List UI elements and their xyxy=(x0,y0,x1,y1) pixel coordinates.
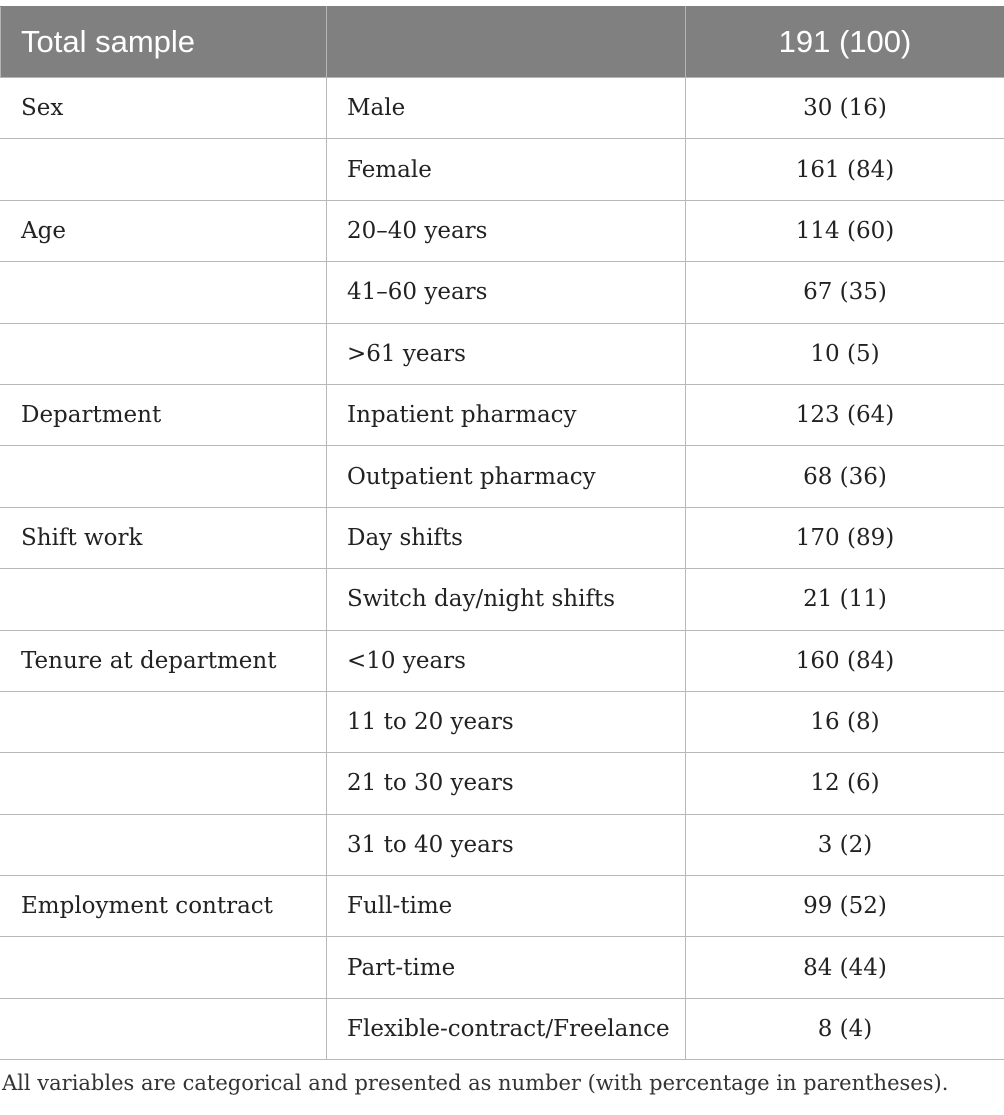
table-row xyxy=(1,569,1004,630)
table-row xyxy=(1,814,1004,875)
variable-cell: Department xyxy=(1,384,327,445)
value-cell: 8 (4) xyxy=(686,998,1004,1059)
category-cell: Switch day/night shifts xyxy=(327,569,686,630)
variable-cell xyxy=(1,937,327,998)
variable-cell xyxy=(1,691,327,752)
category-cell: <10 years xyxy=(327,630,686,691)
table-row xyxy=(1,446,1004,507)
variable-cell xyxy=(1,753,327,814)
header-category xyxy=(327,7,686,78)
category-cell: Day shifts xyxy=(327,507,686,568)
category-cell: Inpatient pharmacy xyxy=(327,384,686,445)
value-cell: 10 (5) xyxy=(686,323,1004,384)
table-row xyxy=(1,998,1004,1059)
variable-cell xyxy=(1,139,327,200)
value-cell: 3 (2) xyxy=(686,814,1004,875)
demographics-table xyxy=(0,6,1004,1060)
variable-cell xyxy=(1,262,327,323)
category-cell: Male xyxy=(327,78,686,139)
table-header-row xyxy=(1,7,1004,78)
category-cell: 20–40 years xyxy=(327,200,686,261)
value-cell: 21 (11) xyxy=(686,569,1004,630)
value-cell: 12 (6) xyxy=(686,753,1004,814)
table-body xyxy=(1,78,1004,1060)
value-cell: 161 (84) xyxy=(686,139,1004,200)
table-row xyxy=(1,507,1004,568)
value-cell: 84 (44) xyxy=(686,937,1004,998)
variable-cell xyxy=(1,323,327,384)
table-row xyxy=(1,262,1004,323)
table-row xyxy=(1,753,1004,814)
header-total-value: 191 (100) xyxy=(686,7,1004,78)
value-cell: 30 (16) xyxy=(686,78,1004,139)
value-cell: 170 (89) xyxy=(686,507,1004,568)
value-cell: 160 (84) xyxy=(686,630,1004,691)
variable-cell xyxy=(1,446,327,507)
table-row xyxy=(1,78,1004,139)
value-cell: 16 (8) xyxy=(686,691,1004,752)
variable-cell xyxy=(1,998,327,1059)
demographics-table-container xyxy=(0,6,1004,1060)
category-cell: Flexible-contract/Freelance xyxy=(327,998,686,1059)
table-row xyxy=(1,139,1004,200)
category-cell: >61 years xyxy=(327,323,686,384)
variable-cell: Employment contract xyxy=(1,876,327,937)
table-row xyxy=(1,691,1004,752)
header-total-sample: Total sample xyxy=(1,7,327,78)
table-row xyxy=(1,876,1004,937)
variable-cell: Sex xyxy=(1,78,327,139)
value-cell: 67 (35) xyxy=(686,262,1004,323)
value-cell: 68 (36) xyxy=(686,446,1004,507)
table-row xyxy=(1,937,1004,998)
category-cell: 31 to 40 years xyxy=(327,814,686,875)
variable-cell xyxy=(1,814,327,875)
variable-cell: Age xyxy=(1,200,327,261)
table-row xyxy=(1,323,1004,384)
category-cell: Full-time xyxy=(327,876,686,937)
category-cell: Female xyxy=(327,139,686,200)
variable-cell: Shift work xyxy=(1,507,327,568)
variable-cell xyxy=(1,569,327,630)
category-cell: 41–60 years xyxy=(327,262,686,323)
table-row xyxy=(1,630,1004,691)
value-cell: 123 (64) xyxy=(686,384,1004,445)
table-footnote: All variables are categorical and presented as number (with percentage in parentheses). xyxy=(2,1071,949,1095)
value-cell: 99 (52) xyxy=(686,876,1004,937)
category-cell: 21 to 30 years xyxy=(327,753,686,814)
category-cell: Part-time xyxy=(327,937,686,998)
value-cell: 114 (60) xyxy=(686,200,1004,261)
variable-cell: Tenure at department xyxy=(1,630,327,691)
table-row xyxy=(1,384,1004,445)
category-cell: Outpatient pharmacy xyxy=(327,446,686,507)
table-row xyxy=(1,200,1004,261)
category-cell: 11 to 20 years xyxy=(327,691,686,752)
